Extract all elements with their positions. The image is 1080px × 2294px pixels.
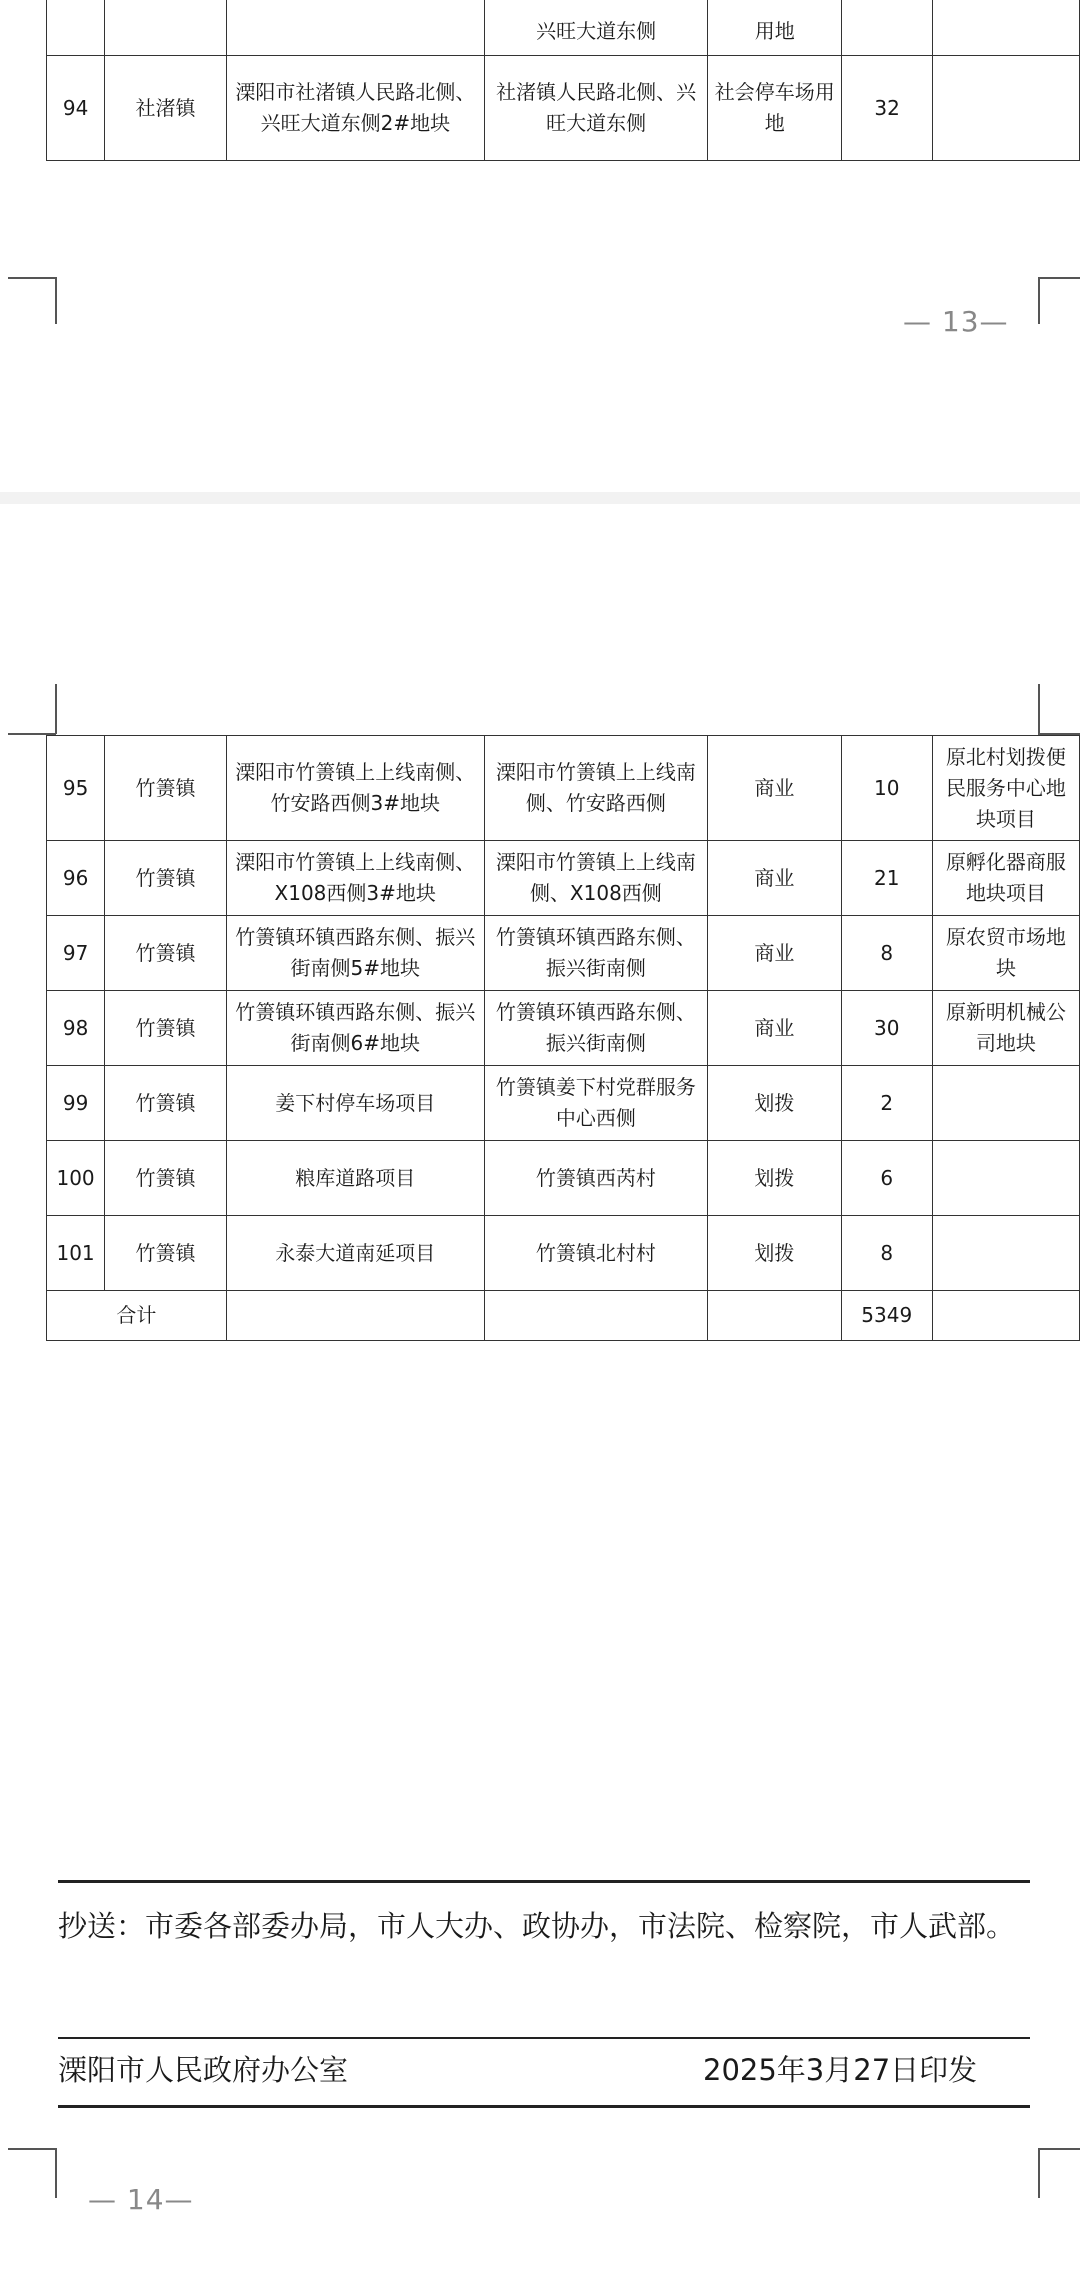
cell-use: 商业 [708, 991, 841, 1066]
table-row [47, 736, 1080, 841]
cell-name: 溧阳市竹箦镇上上线南侧、竹安路西侧3#地块 [226, 736, 484, 841]
cell-town: 竹箦镇 [105, 1141, 227, 1216]
cell-area: 2 [841, 1066, 932, 1141]
cell-note [932, 1141, 1079, 1216]
cell-use: 划拨 [708, 1141, 841, 1216]
document-page-14 [0, 504, 1080, 2294]
cell-no: 98 [47, 991, 105, 1066]
cell-empty [708, 1291, 841, 1341]
cell-town: 竹箦镇 [105, 1216, 227, 1291]
cell-location: 社渚镇人民路北侧、兴旺大道东侧 [484, 56, 708, 161]
cell-town: 竹箦镇 [105, 736, 227, 841]
cell-town [105, 0, 227, 56]
land-table [46, 735, 1080, 1341]
crop-mark-right-v [1038, 684, 1040, 734]
table-row [47, 1216, 1080, 1291]
table-row-partial [47, 0, 1080, 56]
cell-location: 竹箦镇北村村 [484, 1216, 708, 1291]
cell-total-area: 5349 [841, 1291, 932, 1341]
crop-mark-right-h [1038, 2148, 1080, 2150]
table-row [47, 1066, 1080, 1141]
cell-name: 竹箦镇环镇西路东侧、振兴街南侧6#地块 [226, 991, 484, 1066]
cell-location: 溧阳市竹箦镇上上线南侧、X108西侧 [484, 841, 708, 916]
cell-use: 划拨 [708, 1216, 841, 1291]
cell-town: 竹箦镇 [105, 916, 227, 991]
rule-bottom [58, 2105, 1030, 2108]
cell-location: 竹箦镇西芮村 [484, 1141, 708, 1216]
cell-no: 100 [47, 1141, 105, 1216]
cell-area: 21 [841, 841, 932, 916]
page-number: — 14— [88, 2183, 194, 2216]
cell-no: 99 [47, 1066, 105, 1141]
document-page-13 [0, 0, 1080, 492]
crop-mark-left-h [8, 277, 56, 279]
cell-no: 94 [47, 56, 105, 161]
cell-name: 溧阳市竹箦镇上上线南侧、X108西侧3#地块 [226, 841, 484, 916]
cell-note [932, 1216, 1079, 1291]
cell-note [933, 0, 1080, 56]
land-table-continued [46, 0, 1080, 161]
cell-use: 划拨 [708, 1066, 841, 1141]
cell-location: 竹箦镇环镇西路东侧、振兴街南侧 [484, 991, 708, 1066]
table-row [47, 841, 1080, 916]
cell-name: 永泰大道南延项目 [226, 1216, 484, 1291]
crop-mark-left-v [55, 277, 57, 324]
cell-use: 商业 [708, 736, 841, 841]
cell-note: 原北村划拨便民服务中心地块项目 [932, 736, 1079, 841]
cell-name: 姜下村停车场项目 [226, 1066, 484, 1141]
cell-use: 用地 [708, 0, 841, 56]
cell-area: 8 [841, 916, 932, 991]
crop-mark-right-v [1038, 2148, 1040, 2198]
cell-note: 原孵化器商服地块项目 [932, 841, 1079, 916]
page-number: — 13— [903, 305, 1009, 338]
cell-note [932, 1066, 1079, 1141]
cell-area: 6 [841, 1141, 932, 1216]
cell-area [841, 0, 932, 56]
cell-area: 30 [841, 991, 932, 1066]
cell-note: 原新明机械公司地块 [932, 991, 1079, 1066]
cell-location: 竹箦镇环镇西路东侧、振兴街南侧 [484, 916, 708, 991]
cell-name: 溧阳市社渚镇人民路北侧、兴旺大道东侧2#地块 [226, 56, 484, 161]
cell-no: 95 [47, 736, 105, 841]
cell-total-label: 合计 [47, 1291, 227, 1341]
cell-empty [484, 1291, 708, 1341]
crop-mark-left-h [8, 2148, 56, 2150]
crop-mark-right-v [1038, 277, 1040, 324]
cell-no [47, 0, 105, 56]
cell-name [226, 0, 484, 56]
cell-note: 原农贸市场地块 [932, 916, 1079, 991]
cell-no: 97 [47, 916, 105, 991]
table-row [47, 1141, 1080, 1216]
cell-use: 商业 [708, 916, 841, 991]
cell-town: 社渚镇 [105, 56, 227, 161]
table-row [47, 991, 1080, 1066]
cell-name: 粮库道路项目 [226, 1141, 484, 1216]
cell-empty [932, 1291, 1079, 1341]
rule-middle [58, 2037, 1030, 2039]
rule-top [58, 1880, 1030, 1883]
cell-area: 8 [841, 1216, 932, 1291]
issue-date: 2025年3月27日印发 [703, 2053, 978, 2087]
cell-empty [226, 1291, 484, 1341]
table-row [47, 56, 1080, 161]
cell-town: 竹箦镇 [105, 1066, 227, 1141]
cc-recipients: 抄送：市委各部委办局，市人大办、政协办，市法院、检察院，市人武部。 [58, 1909, 1016, 1943]
crop-mark-left-v [55, 684, 57, 734]
cell-location: 兴旺大道东侧 [484, 0, 708, 56]
cell-town: 竹箦镇 [105, 991, 227, 1066]
crop-mark-right-h [1038, 277, 1080, 279]
cell-area: 32 [841, 56, 932, 161]
crop-mark-left-v [55, 2148, 57, 2198]
cell-area: 10 [841, 736, 932, 841]
page-separator [0, 492, 1080, 504]
cell-no: 96 [47, 841, 105, 916]
issuing-office: 溧阳市人民政府办公室 [58, 2053, 349, 2087]
table-row [47, 916, 1080, 991]
cell-use: 商业 [708, 841, 841, 916]
cell-note [933, 56, 1080, 161]
cell-name: 竹箦镇环镇西路东侧、振兴街南侧5#地块 [226, 916, 484, 991]
cell-location: 竹箦镇姜下村党群服务中心西侧 [484, 1066, 708, 1141]
cell-no: 101 [47, 1216, 105, 1291]
table-total-row [47, 1291, 1080, 1341]
cell-use: 社会停车场用地 [708, 56, 841, 161]
cell-town: 竹箦镇 [105, 841, 227, 916]
cell-location: 溧阳市竹箦镇上上线南侧、竹安路西侧 [484, 736, 708, 841]
